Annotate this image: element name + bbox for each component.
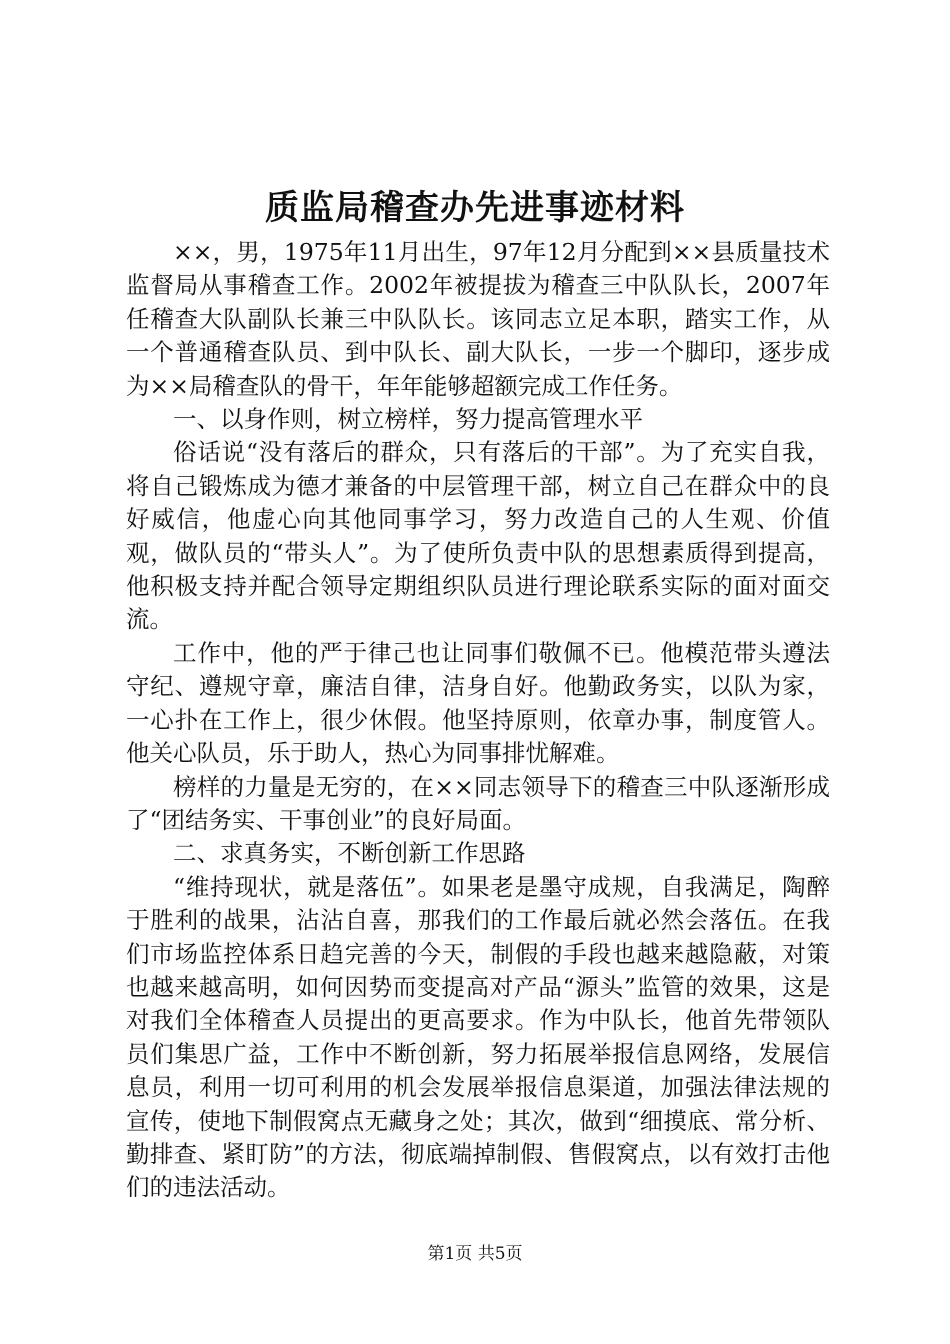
document-body xyxy=(126,236,830,1205)
section-heading-2: 二、求真务实，不断创新工作思路 xyxy=(173,839,526,868)
document-title: 质监局稽查办先进事迹材料 xyxy=(265,188,685,228)
body-paragraph: 俗话说“没有落后的群众，只有落后的干部”。为了充实自我，将自己锻炼成为德才兼备的中层管理干部，树立自己在群众中的良好威信，他虚心向其他同事学习，努力改造自己的人生观、价值观，做队员的“带头人”。为了使所负责中队的思想素质得到提高，他积极支持并配合领导定期组织队员进行理论联系实际的面对面交流。 xyxy=(126,438,830,634)
intro-paragraph: ××，男，1975年11月出生，97年12月分配到××县质量技术监督局从事稽查工作。2002年被提拔为稽查三中队队长，2007年任稽查大队副队长兼三中队队长。该同志立足本职，踏实工作，从一个普通稽查队员、到中队长、副大队长，一步一个脚印，逐步成为××局稽查队的骨干，年年能够超额完成工作任务。 xyxy=(126,238,830,400)
body-paragraph: “维持现状，就是落伍”。如果老是墨守成规，自我满足，陶醉于胜利的战果，沾沾自喜，那我们的工作最后就必然会落伍。在我们市场监控体系日趋完善的今天，制假的手段也越来越隐蔽，对策也越来越高明，如何因势而变提高对产品“源头”监管的效果，这是对我们全体稽查人员提出的更高要求。作为中队长，他首先带领队员们集思广益，工作中不断创新，努力拓展举报信息网络，发展信息员，利用一切可利用的机会发展举报信息渠道，加强法律法规的宣传，使地下制假窝点无藏身之处；其次，做到“细摸底、常分析、勤排查、紧盯防”的方法，彻底端掉制假、售假窝点，以有效打击他们的违法活动。 xyxy=(126,872,830,1202)
body-paragraph: 榜样的力量是无穷的，在××同志领导下的稽查三中队逐渐形成了“团结务实、干事创业”的良好局面。 xyxy=(126,772,830,834)
section-heading-1: 一、以身作则，树立榜样，努力提高管理水平 xyxy=(173,405,643,434)
body-paragraph: 工作中，他的严于律己也让同事们敬佩不已。他模范带头遵法守纪、遵规守章，廉洁自律，洁身自好。他勤政务实，以队为家，一心扑在工作上，很少休假。他坚持原则，依章办事，制度管人。他关心队员，乐于助人，热心为同事排忧解难。 xyxy=(126,638,830,768)
page-number-footer: 第1页 共5页 xyxy=(427,1244,523,1264)
